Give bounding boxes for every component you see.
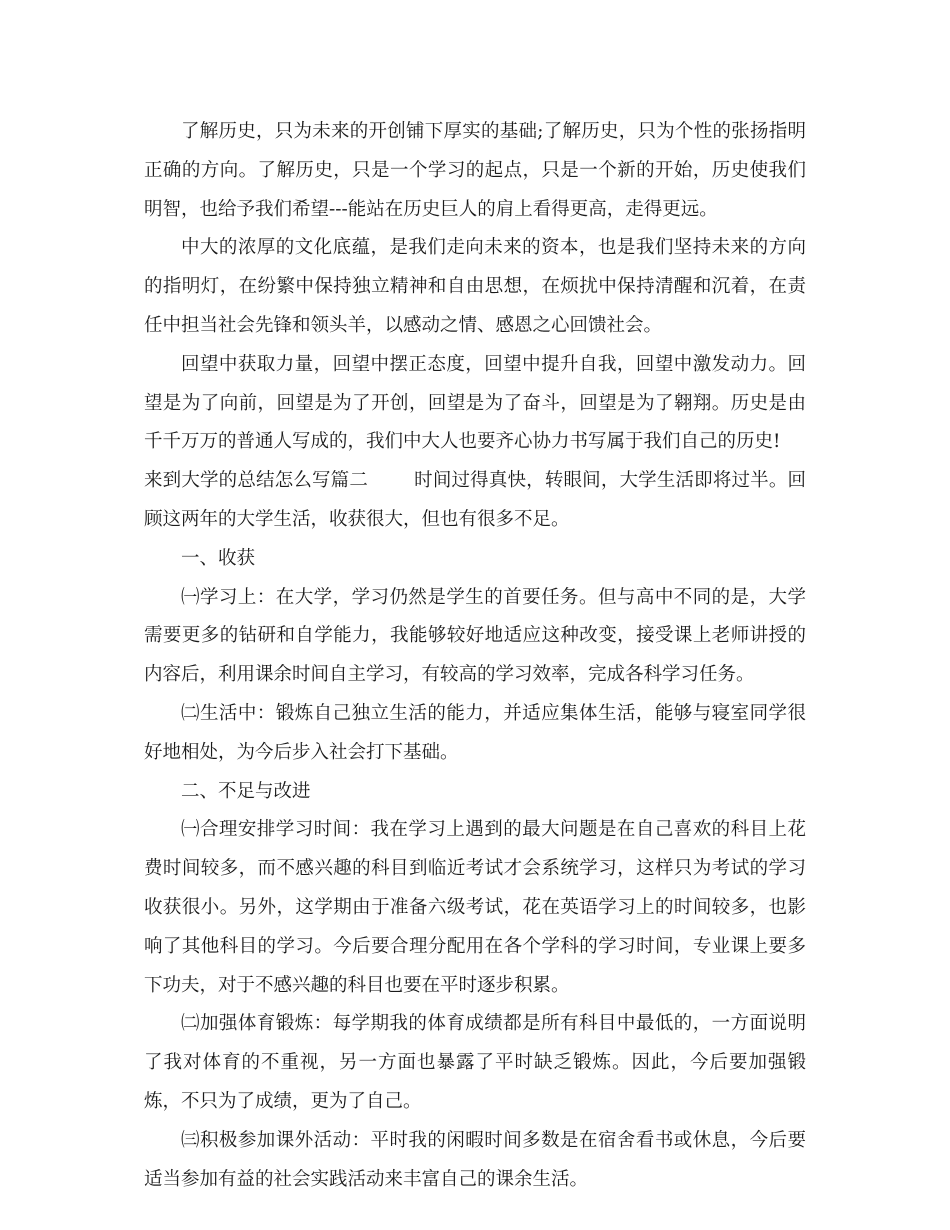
section-two-paragraph	[144, 462, 806, 540]
part1-title: 一、收获	[181, 547, 256, 569]
part1-item-life: ㈡生活中：锻炼自己独立生活的能力，并适应集体生活，能够与寝室同学很好地相处，为今后步入社会打下基础。	[144, 702, 806, 763]
paragraph-history: 了解历史，只为未来的开创铺下厚实的基础;了解历史，只为个性的张扬指明正确的方向。了解历史，只是一个学习的起点，只是一个新的开始，历史使我们明智，也给予我们希望---能站在历史巨人的肩上看得更高，走得更远。	[144, 121, 806, 220]
part2-title: 二、不足与改进	[181, 780, 311, 802]
part2-item-time: ㈠合理安排学习时间：我在学习上遇到的最大问题是在自己喜欢的科目上花费时间较多，而不感兴趣的科目到临近考试才会系统学习，这样只为考试的学习收获很小。另外，这学期由于准备六级考试，花在英语学习上的时间较多，也影响了其他科目的学习。今后要合理分配用在各个学科的学习时间，专业课上要多下功夫，对于不感兴趣的科目也要在平时逐步积累。	[144, 819, 806, 996]
section-intro: 时间过得真快，转眼间，大学生活即将过半。回顾这两年的大学生活，收获很大，但也有很多不足。	[144, 470, 806, 530]
paragraph-lookback: 回望中获取力量，回望中摆正态度，回望中提升自我，回望中激发动力。回望是为了向前，回望是为了开创，回望是为了奋斗，回望是为了翱翔。历史是由千千万万的普通人写成的，我们中大人也要齐心协力书写属于我们自己的历史!	[144, 353, 806, 453]
section-heading: 来到大学的总结怎么写篇二	[144, 470, 368, 492]
part2-item-exercise: ㈡加强体育锻炼：每学期我的体育成绩都是所有科目中最低的，一方面说明了我对体育的不重视，另一方面也暴露了平时缺乏锻炼。因此，今后要加强锻炼，不只为了成绩，更为了自己。	[144, 1013, 806, 1112]
paragraph-culture: 中大的浓厚的文化底蕴，是我们走向未来的资本，也是我们坚持未来的方向的指明灯，在纷繁中保持独立精神和自由思想，在烦扰中保持清醒和沉着，在责任中担当社会先锋和领头羊，以感动之情、感恩之心回馈社会。	[144, 237, 806, 336]
document-body	[144, 113, 806, 1199]
part1-item-study: ㈠学习上：在大学，学习仍然是学生的首要任务。但与高中不同的是，大学需要更多的钻研和自学能力，我能够较好地适应这种改变，接受课上老师讲授的内容后，利用课余时间自主学习，有较高的学习效率，完成各科学习任务。	[144, 586, 806, 686]
part2-item-activities: ㈢积极参加课外活动：平时我的闲暇时间多数是在宿舍看书或休息，今后要适当参加有益的社会实践活动来丰富自己的课余生活。	[144, 1129, 806, 1190]
